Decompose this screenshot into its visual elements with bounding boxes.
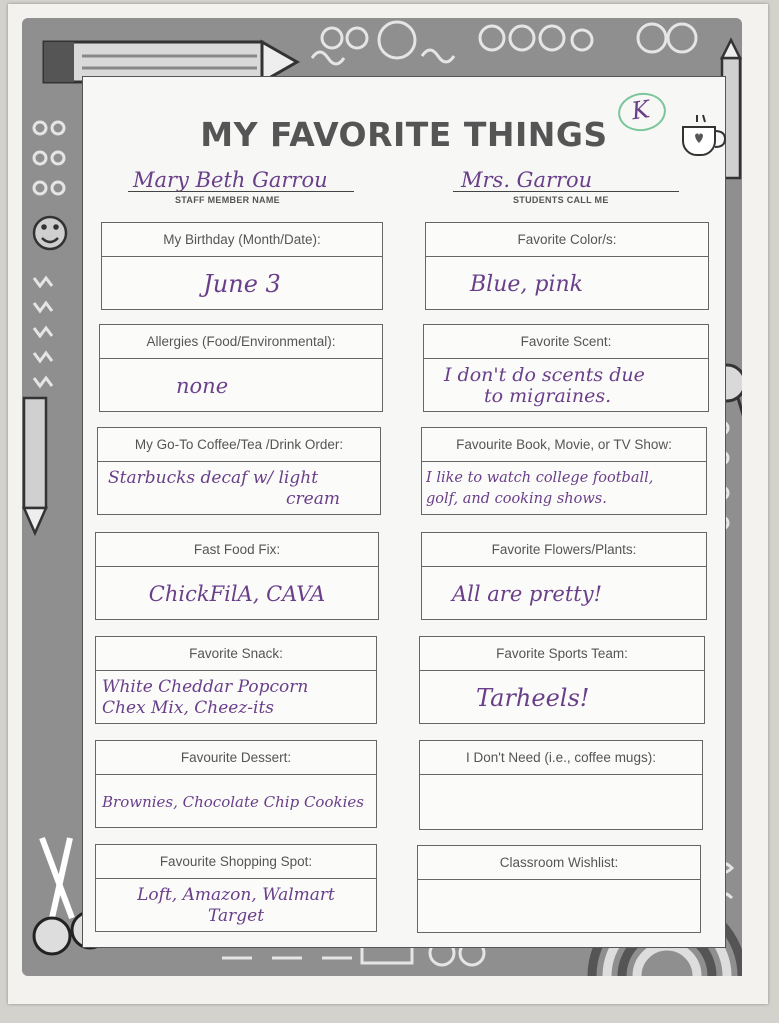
form-panel [82,76,726,948]
box-label: Favorite Flowers/Plants: [422,533,706,567]
students-call-me-line [453,191,679,192]
flowers-box [421,532,707,620]
wishlist-box [417,845,701,933]
box-answer: White Cheddar Popcorn Chex Mix, Cheez-its [102,677,309,718]
box-answer: Loft, Amazon, Walmart Target [137,885,335,926]
box-label: Favorite Sports Team: [420,637,704,671]
allergies-box [99,324,383,412]
students-call-me-value: Mrs. Garrou [461,168,593,192]
sports-team-box [419,636,705,724]
smiley-icon [34,217,66,249]
box-label: Allergies (Food/Environmental): [100,325,382,359]
box-label: Favorite Scent: [424,325,708,359]
box-label: My Go-To Coffee/Tea /Drink Order: [98,428,380,462]
scent-box [423,324,709,412]
fast-food-box [95,532,379,620]
snack-box [95,636,377,724]
color-box [425,222,709,310]
box-answer: ChickFilA, CAVA [148,581,326,606]
worksheet [8,4,768,1004]
box-answer: I like to watch college football, golf, and cooking shows. [426,470,654,507]
shopping-box [95,844,377,932]
grade-letter: K [629,95,652,126]
box-answer: Starbucks decaf w/ light cream [108,468,340,509]
box-label: Fast Food Fix: [96,533,378,567]
box-label: Classroom Wishlist: [418,846,700,880]
dessert-box [95,740,377,828]
box-answer: Blue, pink [470,271,583,297]
box-answer: June 3 [203,269,281,298]
page-title: MY FAVORITE THINGS [200,115,608,154]
box-answer: Tarheels! [476,683,590,712]
staff-name-value: Mary Beth Garrou [133,168,328,192]
dont-need-box [419,740,703,830]
box-label: My Birthday (Month/Date): [102,223,382,257]
box-label: Favourite Book, Movie, or TV Show: [422,428,706,462]
birthday-box [101,222,383,310]
box-label: Favorite Snack: [96,637,376,671]
box-label: Favourite Shopping Spot: [96,845,376,879]
staff-name-line [128,191,354,192]
staff-name-caption: STAFF MEMBER NAME [175,195,280,205]
box-answer: All are pretty! [452,581,603,606]
doodle-border [22,18,742,976]
box-label: Favorite Color/s: [426,223,708,257]
drink-order-box [97,427,381,515]
box-answer: Brownies, Chocolate Chip Cookies [102,792,364,811]
box-answer: I don't do scents due to migraines. [444,364,645,407]
box-answer: none [176,373,229,398]
students-call-me-caption: STUDENTS CALL ME [513,195,609,205]
coffee-cup-icon [679,113,729,161]
box-label: I Don't Need (i.e., coffee mugs): [420,741,702,775]
book-movie-box [421,427,707,515]
pencil-icon [24,398,46,533]
box-label: Favourite Dessert: [96,741,376,775]
